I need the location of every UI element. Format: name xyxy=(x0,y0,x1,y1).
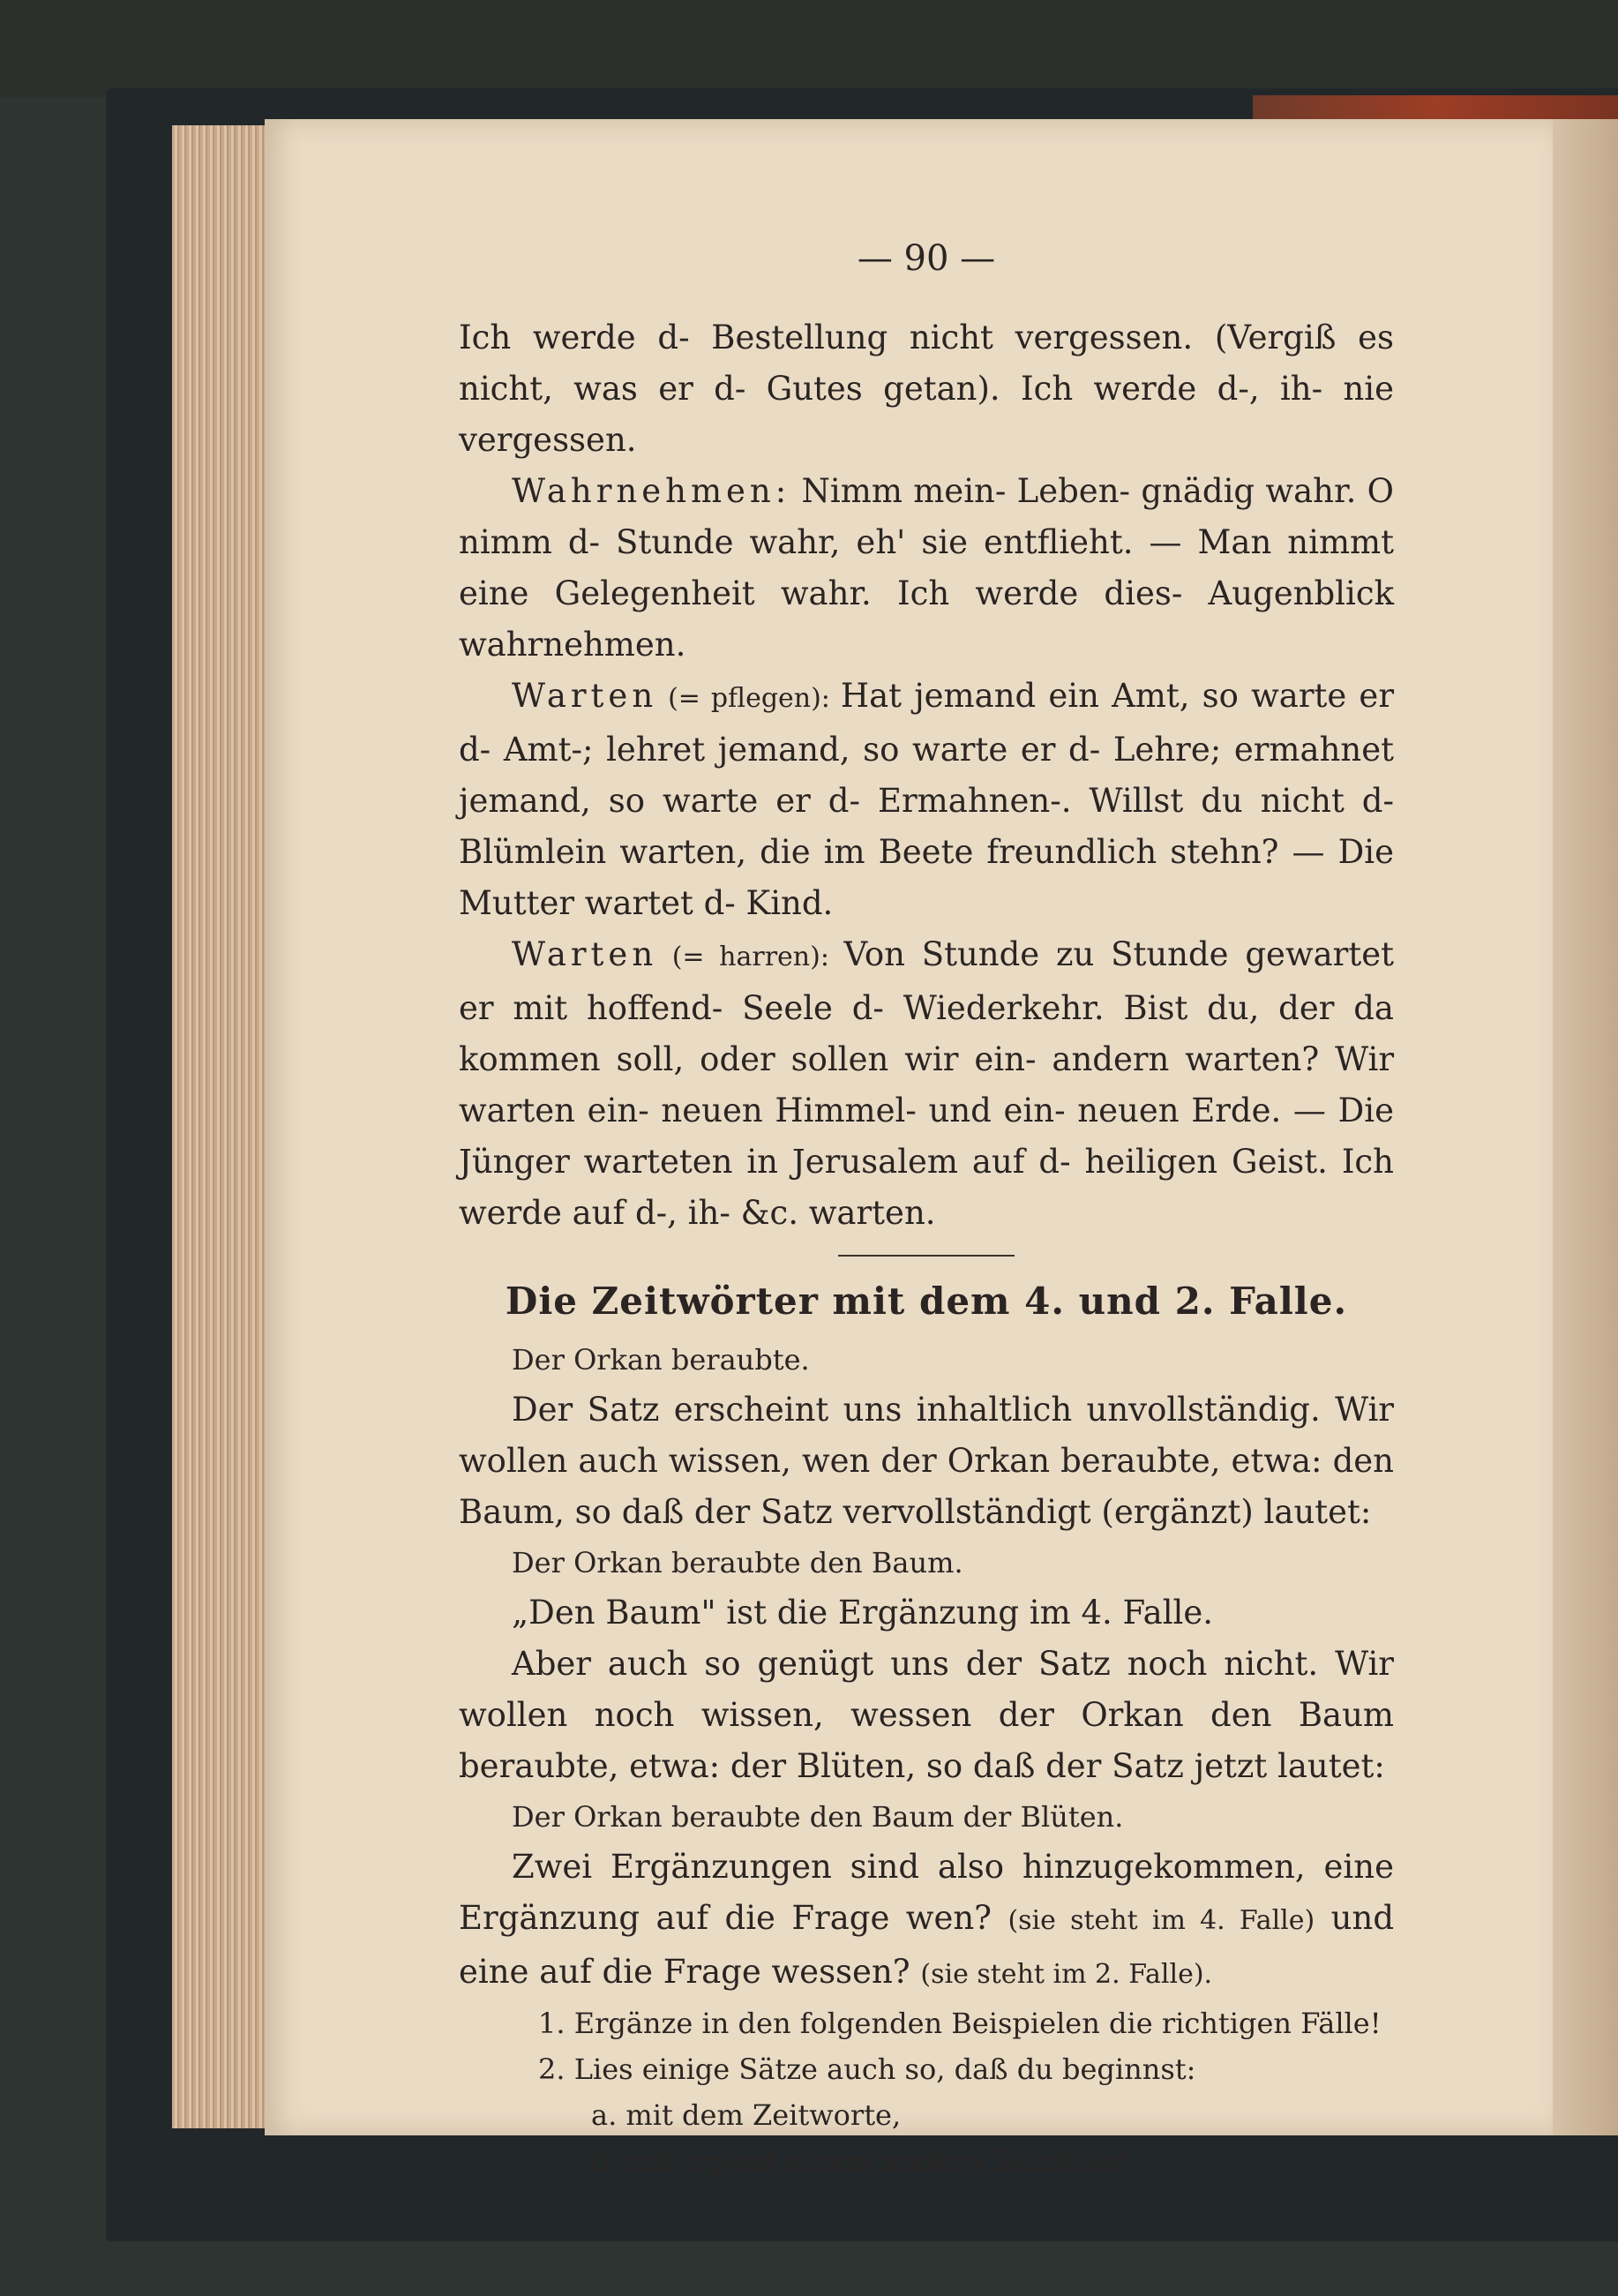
paragraph-warten-harren xyxy=(459,929,1394,1239)
page-edges xyxy=(172,125,278,2128)
paragraph-8-mid: und eine auf die Frage wessen? xyxy=(459,1899,1394,1991)
section-divider xyxy=(838,1255,1015,1257)
paragraph-1: Ich werde d- Bestellung nicht vergessen. (Vergiß es nicht, was er d- Gutes getan). Ich werde d-, ih- nie vergessen. xyxy=(459,319,1394,459)
example-2: Der Orkan beraubte den Baum. xyxy=(512,1546,963,1579)
paragraph-wahrnehmen xyxy=(459,466,1394,671)
next-leaf xyxy=(1553,119,1618,2135)
paragraph-warten-pflegen-text: Hat jemand ein Amt, so warte er d- Amt-; lehret jemand, so warte er d- Lehre; ermahnet jemand, so warte er d- Ermahnen-. Willst du nicht d- Blümlein warten, die im Beete freundlich stehn? — Die Mutter wartet d- Kind. xyxy=(459,677,1394,922)
task-2b: b. mit irgend einem andern Satzteile! xyxy=(591,2144,1129,2178)
page-number: — 90 — xyxy=(857,238,996,279)
paragraph-wahrnehmen-text: Nimm mein- Leben- gnädig wahr. O nimm d- Stunde wahr, eh' sie entflieht. — Man nimmt eine Gelegenheit wahr. Ich werde dies- Augenblick wahrnehmen. xyxy=(459,472,1394,664)
term-warten-2-note: (= harren): xyxy=(657,942,844,972)
paragraph-6: „Den Baum" ist die Ergänzung im 4. Falle. xyxy=(512,1594,1214,1632)
example-1: Der Orkan beraubte. xyxy=(512,1343,810,1377)
paragraph-warten-harren-text: Von Stunde zu Stunde gewartet er mit hoffend- Seele d- Wiederkehr. Bist du, der da kommen soll, oder sollen wir ein- andern warten? Wir warten ein- neuen Himmel- und ein- neuen Erde. — Die Jünger warteten in Jerusalem auf d- heiligen Geist. Ich werde auf d-, ih- &c. warten. xyxy=(459,935,1394,1232)
paragraph-7: Aber auch so genügt uns der Satz noch nicht. Wir wollen noch wissen, wessen der Orkan den Baum beraubte, etwa: der Blüten, so daß der Satz jetzt lautet: xyxy=(459,1645,1394,1785)
example-3: Der Orkan beraubte den Baum der Blüten. xyxy=(512,1800,1124,1834)
paragraph-8 xyxy=(459,1842,1394,2000)
task-2a: a. mit dem Zeitworte, xyxy=(591,2098,902,2132)
term-warten: Warten xyxy=(512,677,658,715)
term-wahrnehmen: Wahrnehmen: xyxy=(512,472,791,510)
task-1: 1. Ergänze in den folgenden Beispielen die richtigen Fälle! xyxy=(538,2007,1382,2040)
term-warten-2: Warten xyxy=(512,935,658,973)
paragraph-8-note-2: (sie steht im 2. Falle). xyxy=(920,1959,1213,1990)
background xyxy=(0,0,1618,97)
term-warten-note: (= pflegen): xyxy=(657,683,841,714)
paragraph-5: Der Satz erscheint uns inhaltlich unvollständig. Wir wollen auch wissen, wen der Orkan beraubte, etwa: den Baum, so daß der Satz vervollständigt (ergänzt) lautet: xyxy=(459,1391,1394,1531)
section-heading: Die Zeitwörter mit dem 4. und 2. Falle. xyxy=(505,1279,1348,1323)
paragraph-8-note-1: (sie steht im 4. Falle) xyxy=(1008,1905,1315,1936)
page-content xyxy=(459,238,1394,2184)
paragraph-warten-pflegen xyxy=(459,671,1394,929)
paragraph-8-main: Zwei Ergänzungen sind also hinzugekommen, eine Ergänzung auf die Frage wen? xyxy=(459,1848,1394,1937)
task-2: 2. Lies einige Sätze auch so, daß du beginnst: xyxy=(538,2052,1196,2086)
